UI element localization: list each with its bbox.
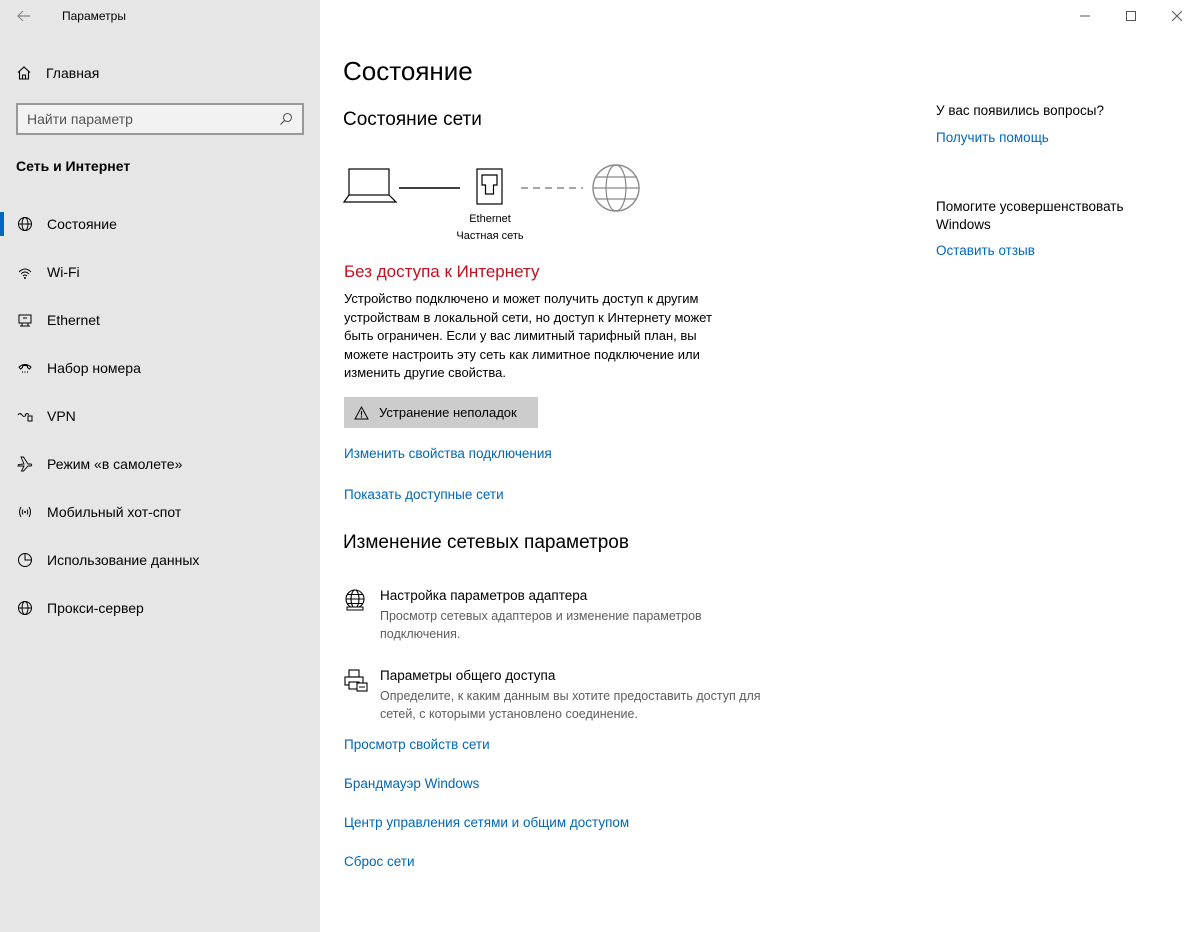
close-button[interactable] (1154, 0, 1200, 32)
network-diagram (343, 160, 653, 250)
laptop-icon (344, 169, 396, 202)
internet-globe-icon (593, 165, 639, 211)
view-network-properties-link[interactable]: Просмотр свойств сети (344, 737, 490, 752)
nav-item-wifi[interactable] (0, 248, 320, 296)
ethernet-icon (16, 311, 34, 329)
windows-firewall-link[interactable]: Брандмауэр Windows (344, 776, 480, 791)
home-nav-item[interactable] (16, 62, 99, 84)
home-icon (16, 65, 32, 81)
vpn-icon (16, 407, 34, 425)
nav-list (0, 200, 320, 632)
minimize-button[interactable] (1062, 0, 1108, 32)
search-input[interactable] (27, 111, 279, 127)
network-type: Частная сеть (456, 230, 524, 242)
questions-text: У вас появились вопросы? (936, 103, 1104, 118)
nav-item-status[interactable] (0, 200, 320, 248)
nav-item-data-usage[interactable] (0, 536, 320, 584)
adapter-name: Ethernet (469, 213, 511, 225)
nav-item-label: Wi-Fi (47, 264, 80, 280)
airplane-icon (16, 455, 34, 473)
adapter-options-setting[interactable] (343, 588, 783, 648)
nav-item-dialup[interactable] (0, 344, 320, 392)
change-connection-properties-link[interactable]: Изменить свойства подключения (344, 446, 552, 461)
troubleshoot-button[interactable] (344, 397, 538, 428)
title-bar (0, 0, 320, 32)
setting-description: Определите, к каким данным вы хотите предоставить доступ для сетей, с которыми установлено соединение. (380, 689, 761, 721)
dialup-icon (16, 359, 34, 377)
maximize-button[interactable] (1108, 0, 1154, 32)
adapter-globe-icon (343, 588, 369, 614)
nav-item-vpn[interactable] (0, 392, 320, 440)
nav-item-label: Набор номера (47, 360, 141, 376)
maximize-icon (1126, 11, 1136, 21)
nav-item-label: VPN (47, 408, 76, 424)
setting-description: Просмотр сетевых адаптеров и изменение параметров подключения. (380, 609, 702, 641)
nav-item-airplane[interactable] (0, 440, 320, 488)
troubleshoot-label: Устранение неполадок (379, 405, 517, 420)
minimize-icon (1080, 11, 1090, 21)
hotspot-icon (16, 503, 34, 521)
change-settings-heading: Изменение сетевых параметров (343, 532, 629, 553)
show-available-networks-link[interactable]: Показать доступные сети (344, 487, 504, 502)
app-title: Параметры (62, 9, 126, 23)
network-reset-link[interactable]: Сброс сети (344, 854, 415, 869)
router-icon (477, 169, 502, 204)
setting-title: Настройка параметров адаптера (380, 588, 588, 603)
improve-text: Помогите усовершенствовать Windows (936, 199, 1124, 232)
give-feedback-link[interactable]: Оставить отзыв (936, 243, 1035, 258)
nav-item-ethernet[interactable] (0, 296, 320, 344)
globe-status-icon (16, 215, 34, 233)
wifi-icon (16, 263, 34, 281)
network-status-heading: Состояние сети (343, 109, 482, 130)
network-sharing-center-link[interactable]: Центр управления сетями и общим доступом (344, 815, 630, 830)
data-usage-icon (16, 551, 34, 569)
close-icon (1172, 11, 1182, 21)
back-button[interactable] (12, 4, 36, 28)
nav-item-label: Режим «в самолете» (47, 456, 183, 472)
connection-status: Без доступа к Интернету (344, 262, 540, 281)
sharing-printer-icon (343, 668, 369, 694)
network-diagram-graphic (343, 160, 653, 220)
nav-item-label: Прокси-сервер (47, 600, 144, 616)
nav-item-label: Использование данных (47, 552, 200, 568)
status-description: Устройство подключено и может получить доступ к другим устройствам в локальной сети, но доступ к Интернету может быть ограничен. Если у вас лимитный тарифный план, вы можете настроить эту сеть как лимитное подключение или изменить другие свойства. (344, 291, 712, 380)
setting-title: Параметры общего доступа (380, 668, 556, 683)
search-box[interactable] (16, 103, 304, 135)
nav-item-hotspot[interactable] (0, 488, 320, 536)
home-label: Главная (46, 65, 100, 81)
sidebar (0, 0, 320, 932)
main-content (343, 0, 903, 932)
get-help-link[interactable]: Получить помощь (936, 130, 1049, 145)
back-arrow-icon (17, 10, 31, 22)
sharing-options-setting[interactable] (343, 668, 783, 728)
search-icon[interactable] (279, 112, 293, 126)
nav-item-label: Состояние (47, 216, 117, 232)
page-title: Состояние (343, 56, 473, 86)
proxy-globe-icon (16, 599, 34, 617)
nav-item-label: Ethernet (47, 312, 100, 328)
nav-item-label: Мобильный хот-спот (47, 504, 182, 520)
section-title: Сеть и Интернет (16, 158, 131, 174)
warning-icon (354, 406, 369, 420)
nav-item-proxy[interactable] (0, 584, 320, 632)
